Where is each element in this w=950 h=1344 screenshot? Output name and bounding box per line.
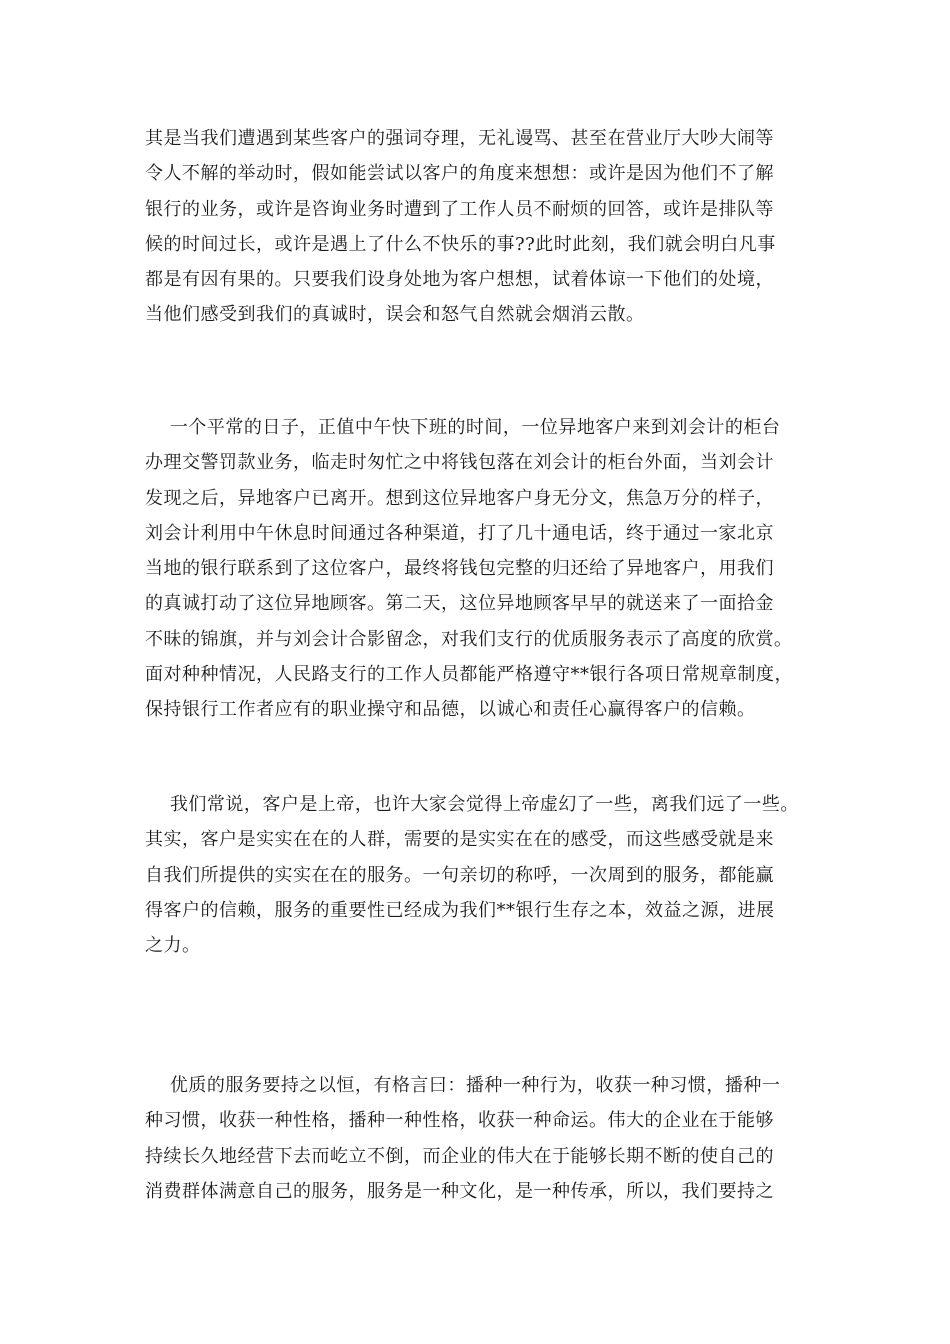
text-line: 自我们所提供的实实在在的服务。一句亲切的称呼，一次周到的服务，都能赢 [145,864,774,886]
text-line: 银行的业务，或许是咨询业务时遭到了工作人员不耐烦的回答，或许是排队等 [145,198,774,220]
text-line: 令人不解的举动时，假如能尝试以客户的角度来想想：或许是因为他们不了解 [145,163,774,185]
text-line: 其实，客户是实实在在的人群，需要的是实实在在的感受，而这些感受就是来 [145,829,774,851]
text-line: 发现之后，异地客户已离开。想到这位异地客户身无分文，焦急万分的样子， [145,487,774,509]
text-line: 种习惯，收获一种性格，播种一种性格，收获一种命运。伟大的企业在于能够 [145,1110,774,1132]
paragraph-3 [145,787,845,963]
text-line: 持续长久地经营下去而屹立不倒，而企业的伟大在于能够长期不断的使自己的 [145,1145,774,1167]
text-line: 一个平常的日子，正值中午快下班的时间，一位异地客户来到刘会计的柜台 [145,417,781,438]
text-line: 不昧的锦旗，并与刘会计合影留念，对我们支行的优质服务表示了高度的欣赏。 [145,628,793,650]
paragraph-2 [145,410,845,728]
text-line: 的真诚打动了这位异地顾客。第二天，这位异地顾客早早的就送来了一面拾金 [145,593,774,615]
text-line: 刘会计利用中午休息时间通过各种渠道，打了几十通电话，终于通过一家北京 [145,522,774,544]
text-line: 当他们感受到我们的真诚时，误会和怒气自然就会烟消云散。 [145,304,645,326]
text-line: 得客户的信赖，服务的重要性已经成为我们**银行生存之本，效益之源，进展 [145,899,775,921]
text-line: 候的时间过长，或许是遇上了什么不快乐的事??此时此刻，我们就会明白凡事 [145,233,776,255]
text-line: 之力。 [145,935,201,957]
text-line: 消费群体满意自己的服务，服务是一种文化，是一种传承，所以，我们要持之 [145,1180,774,1202]
text-line: 面对种种情况，人民路支行的工作人员都能严格遵守**银行各项日常规章制度， [145,664,793,686]
text-line: 其是当我们遭遇到某些客户的强词夺理，无礼谩骂、甚至在营业厅大吵大闹等 [145,128,774,149]
text-line: 都是有因有果的。只要我们设身处地为客户想想，试着体谅一下他们的处境， [145,269,774,291]
paragraph-1 [145,121,845,333]
text-line: 保持银行工作者应有的职业操守和品德，以诚心和责任心赢得客户的信赖。 [145,699,756,721]
text-line: 办理交警罚款业务，临走时匆忙之中将钱包落在刘会计的柜台外面，当刘会计 [145,452,774,474]
text-line: 优质的服务要持之以恒，有格言曰：播种一种行为，收获一种习惯，播种一 [145,1075,781,1096]
text-line: 当地的银行联系到了这位客户，最终将钱包完整的归还给了异地客户，用我们 [145,558,774,580]
text-line: 我们常说，客户是上帝，也许大家会觉得上帝虚幻了一些，离我们远了一些。 [145,794,799,815]
paragraph-4 [145,1068,845,1209]
